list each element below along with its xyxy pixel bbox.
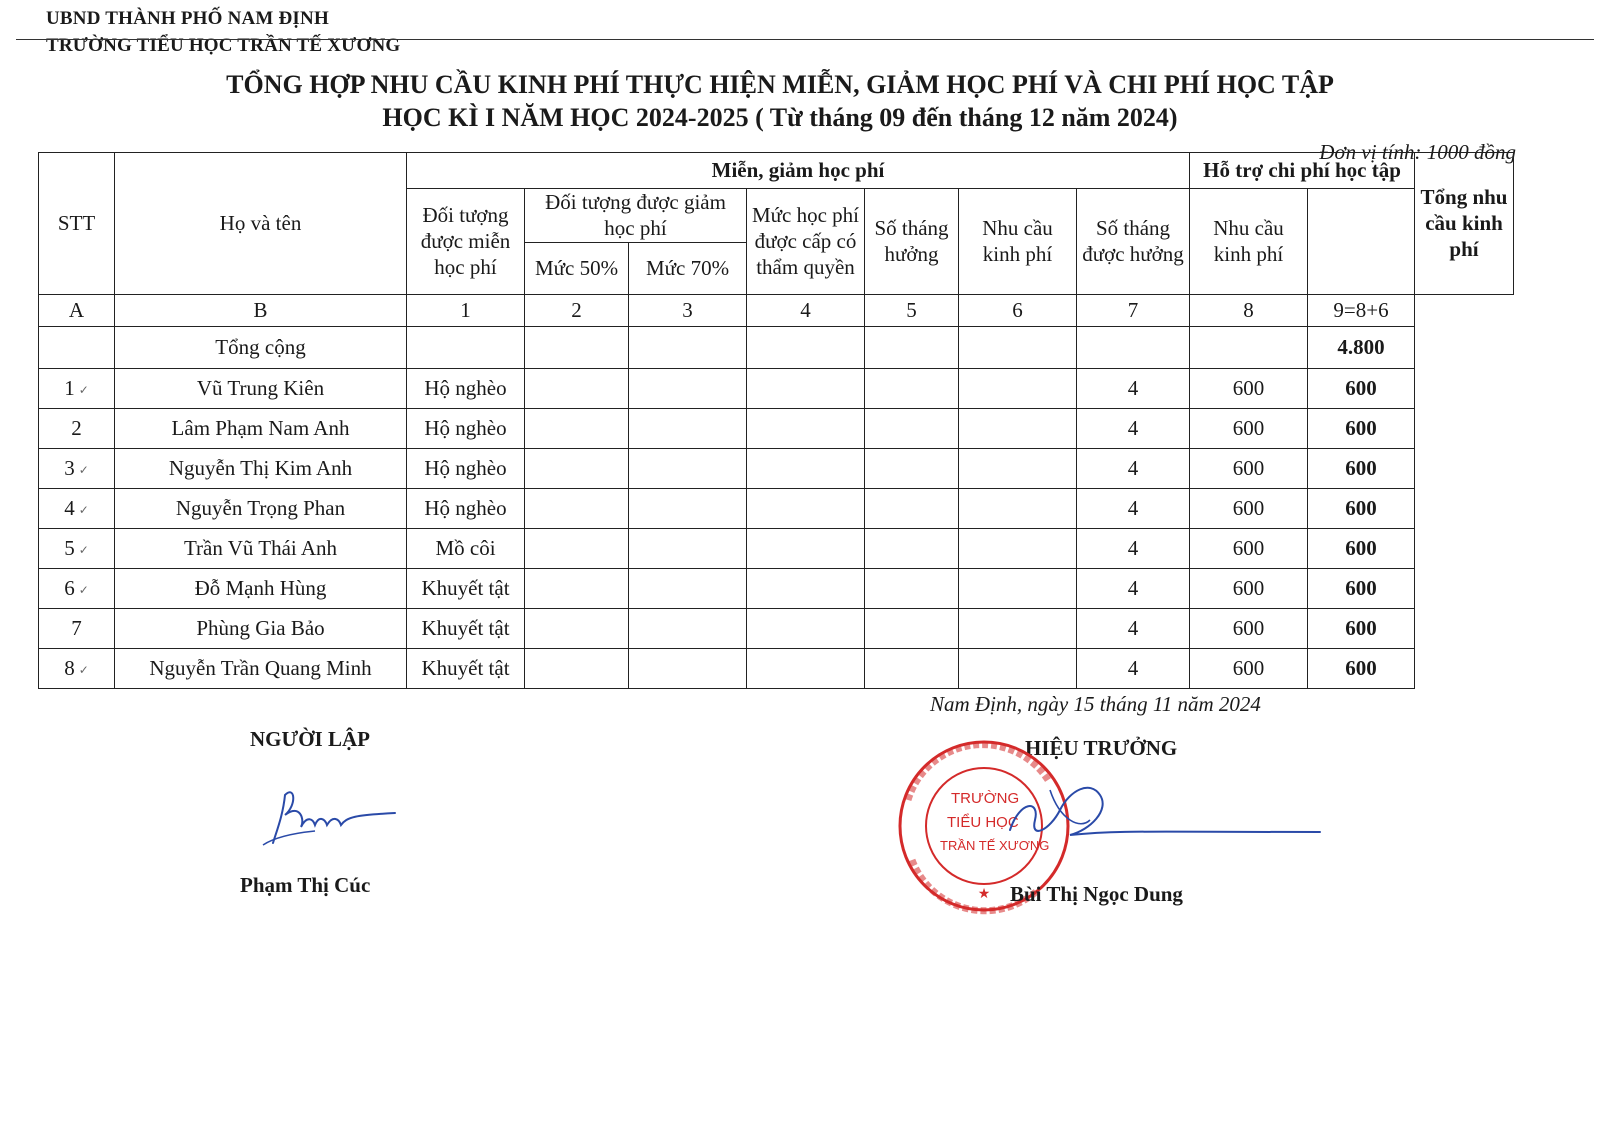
row-tong: 600 — [1308, 528, 1415, 568]
row-so-thang: 4 — [1077, 608, 1190, 648]
total-value: 4.800 — [1308, 326, 1415, 368]
preparer-name: Phạm Thị Cúc — [240, 873, 371, 897]
col-stt-header: STT — [39, 153, 115, 295]
row-so-thang: 4 — [1077, 448, 1190, 488]
index-cell: 8 — [1190, 294, 1308, 326]
check-mark-icon: ✓ — [78, 502, 89, 517]
row-stt: 2 — [71, 415, 82, 440]
check-mark-icon: ✓ — [78, 462, 89, 477]
index-cell: 9=8+6 — [1308, 294, 1415, 326]
col-name-header: Họ và tên — [115, 153, 407, 295]
row-so-thang: 4 — [1077, 568, 1190, 608]
stamp-line-3: TRẦN TẾ XƯƠNG — [940, 838, 1050, 853]
index-cell: 2 — [525, 294, 629, 326]
row-doi-tuong: Hộ nghèo — [407, 368, 525, 408]
index-cell: 6 — [959, 294, 1077, 326]
row-stt: 8 — [64, 655, 75, 680]
index-cell: 4 — [747, 294, 865, 326]
row-name: Vũ Trung Kiên — [115, 368, 407, 408]
total-label: Tổng cộng — [115, 326, 407, 368]
row-doi-tuong: Mồ côi — [407, 528, 525, 568]
check-mark-icon: ✓ — [78, 382, 89, 397]
table-row — [39, 448, 1514, 488]
row-stt: 3 — [64, 455, 75, 480]
row-tong: 600 — [1308, 408, 1415, 448]
table-row — [39, 368, 1514, 408]
row-stt: 6 — [64, 575, 75, 600]
row-doi-tuong: Hộ nghèo — [407, 448, 525, 488]
table-row — [39, 648, 1514, 688]
principal-name: Bùi Thị Ngọc Dung — [1010, 882, 1183, 906]
row-tong: 600 — [1308, 568, 1415, 608]
row-tong: 600 — [1308, 488, 1415, 528]
table-row — [39, 408, 1514, 448]
row-tong: 600 — [1308, 368, 1415, 408]
row-doi-tuong: Khuyết tật — [407, 608, 525, 648]
row-tong: 600 — [1308, 448, 1415, 488]
svg-text:★: ★ — [977, 887, 991, 902]
index-cell: A — [39, 294, 115, 326]
row-stt: 7 — [71, 615, 82, 640]
row-name: Trần Vũ Thái Anh — [115, 528, 407, 568]
row-doi-tuong: Khuyết tật — [407, 648, 525, 688]
check-mark-icon: ✓ — [78, 542, 89, 557]
row-name: Phùng Gia Bảo — [115, 608, 407, 648]
group-ho-tro-header: Hỗ trợ chi phí học tập — [1190, 153, 1415, 189]
row-nhu-cau: 600 — [1190, 568, 1308, 608]
col-nhu-cau-2-header: Nhu cầu kinh phí — [1190, 189, 1308, 295]
preparer-role: NGƯỜI LẬP — [250, 727, 370, 751]
stamp-line-1: TRƯỜNG — [951, 790, 1020, 807]
col-muc50-header: Mức 50% — [525, 242, 629, 294]
col-muc70-header: Mức 70% — [629, 242, 747, 294]
row-nhu-cau: 600 — [1190, 608, 1308, 648]
header-org: UBND THÀNH PHỐ NAM ĐỊNH — [46, 8, 329, 29]
row-so-thang: 4 — [1077, 368, 1190, 408]
principal-role: HIỆU TRƯỞNG — [1025, 736, 1178, 760]
row-so-thang: 4 — [1077, 528, 1190, 568]
row-name: Nguyễn Thị Kim Anh — [115, 448, 407, 488]
row-tong: 600 — [1308, 608, 1415, 648]
row-nhu-cau: 600 — [1190, 488, 1308, 528]
table-row — [39, 528, 1514, 568]
row-name: Nguyễn Trần Quang Minh — [115, 648, 407, 688]
row-doi-tuong: Hộ nghèo — [407, 408, 525, 448]
total-row — [39, 326, 1514, 368]
row-nhu-cau: 600 — [1190, 448, 1308, 488]
row-nhu-cau: 600 — [1190, 528, 1308, 568]
table-row — [39, 608, 1514, 648]
check-mark-icon: ✓ — [78, 582, 89, 597]
header-school: TRƯỜNG TIỂU HỌC TRẦN TẾ XƯƠNG — [46, 35, 401, 56]
row-doi-tuong: Hộ nghèo — [407, 488, 525, 528]
index-cell: 5 — [865, 294, 959, 326]
col-total-header: Tổng nhu cầu kinh phí — [1415, 153, 1514, 295]
check-mark-icon: ✓ — [78, 662, 89, 677]
row-stt: 4 — [64, 495, 75, 520]
col-giam-header: Đối tượng được giảm học phí — [525, 189, 747, 243]
group-mien-giam-header: Miễn, giảm học phí — [407, 153, 1190, 189]
principal-signature — [990, 760, 1330, 860]
title-line-1: TỔNG HỢP NHU CẦU KINH PHÍ THỰC HIỆN MIỄN, GIẢM HỌC PHÍ VÀ CHI PHÍ HỌC TẬP — [226, 70, 1334, 99]
col-so-thang-header: Số tháng hưởng — [865, 189, 959, 295]
row-name: Nguyễn Trọng Phan — [115, 488, 407, 528]
table-row — [39, 568, 1514, 608]
title-line-2: HỌC KÌ I NĂM HỌC 2024-2025 ( Từ tháng 09 đến tháng 12 năm 2024) — [382, 103, 1178, 132]
preparer-signature — [255, 775, 405, 855]
index-cell: B — [115, 294, 407, 326]
row-nhu-cau: 600 — [1190, 368, 1308, 408]
row-stt: 1 — [64, 375, 75, 400]
row-so-thang: 4 — [1077, 408, 1190, 448]
table-row — [39, 488, 1514, 528]
row-so-thang: 4 — [1077, 648, 1190, 688]
col-nhu-cau-header: Nhu cầu kinh phí — [959, 189, 1077, 295]
stamp-line-2: TIỂU HỌC — [947, 814, 1019, 831]
row-tong: 600 — [1308, 648, 1415, 688]
index-cell: 1 — [407, 294, 525, 326]
row-nhu-cau: 600 — [1190, 408, 1308, 448]
header-divider — [16, 39, 1594, 40]
row-stt: 5 — [64, 535, 75, 560]
row-name: Lâm Phạm Nam Anh — [115, 408, 407, 448]
funding-table — [38, 152, 1514, 689]
place-date: Nam Định, ngày 15 tháng 11 năm 2024 — [930, 692, 1261, 716]
index-cell: 7 — [1077, 294, 1190, 326]
col-mien-header: Đối tượng được miễn học phí — [407, 189, 525, 295]
row-nhu-cau: 600 — [1190, 648, 1308, 688]
col-so-thang-duoc-header: Số tháng được hưởng — [1077, 189, 1190, 295]
col-muc-hoc-phi-header: Mức học phí được cấp có thẩm quyền — [747, 189, 865, 295]
row-so-thang: 4 — [1077, 488, 1190, 528]
row-doi-tuong: Khuyết tật — [407, 568, 525, 608]
row-name: Đỗ Mạnh Hùng — [115, 568, 407, 608]
unit-label: Đơn vị tính: 1000 đồng — [1319, 140, 1516, 164]
index-row — [39, 294, 1514, 326]
index-cell: 3 — [629, 294, 747, 326]
